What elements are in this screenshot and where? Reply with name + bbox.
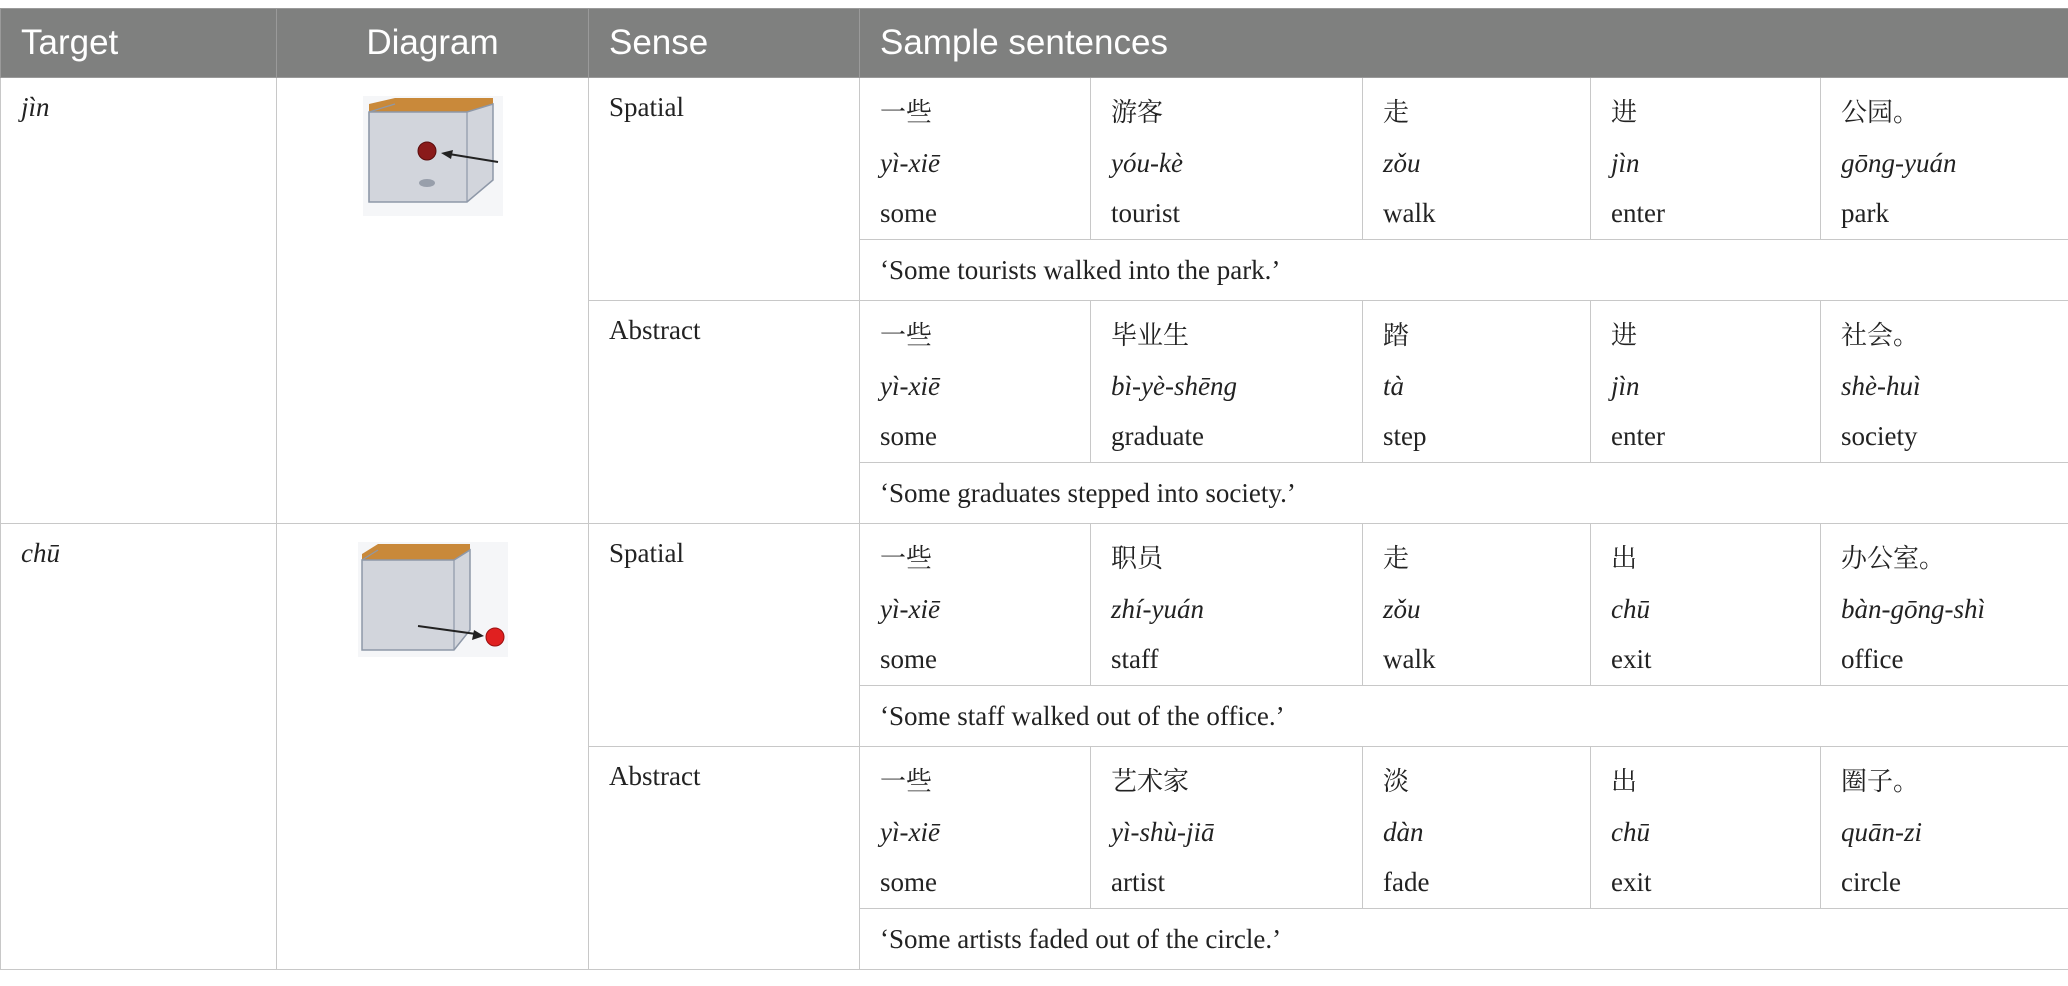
chinese-word: 圈子。 <box>1841 767 1920 797</box>
translation-cell: ‘Some artists faded out of the circle.’ <box>860 909 2068 970</box>
english-gloss: enter <box>1611 198 1665 228</box>
word-gloss-cell <box>860 301 1091 463</box>
pinyin: zǒu <box>1383 148 1421 178</box>
english-gloss: fade <box>1383 867 1430 897</box>
word-gloss-cell <box>860 747 1091 909</box>
pinyin: yì-xiē <box>880 371 940 401</box>
header-row <box>1 9 2068 78</box>
word-gloss-cell <box>1821 747 2068 909</box>
english-gloss: walk <box>1383 644 1436 674</box>
translation-cell: ‘Some staff walked out of the office.’ <box>860 686 2068 747</box>
word-gloss-cell <box>1591 524 1821 686</box>
english-gloss: society <box>1841 421 1918 451</box>
pinyin: jìn <box>1611 371 1640 401</box>
chinese-word: 出 <box>1611 767 1638 797</box>
sense-cell: Abstract <box>589 301 860 524</box>
chinese-word: 出 <box>1611 544 1638 574</box>
cube-ball-entering-icon <box>363 96 503 216</box>
header-target: Target <box>1 9 277 78</box>
word-gloss-cell <box>1091 301 1363 463</box>
word-gloss-cell <box>860 524 1091 686</box>
header-sense: Sense <box>589 9 860 78</box>
sample-sentences-table <box>0 8 2068 970</box>
chinese-word: 艺术家 <box>1111 767 1190 797</box>
word-gloss-cell <box>1821 301 2068 463</box>
word-gloss-cell <box>1821 524 2068 686</box>
target-cell: chū <box>1 524 277 970</box>
pinyin: yì-xiē <box>880 148 940 178</box>
chinese-word: 踏 <box>1383 321 1410 351</box>
english-gloss: some <box>880 198 937 228</box>
word-gloss-cell <box>860 78 1091 240</box>
chinese-word: 走 <box>1383 544 1410 574</box>
word-gloss-cell <box>1363 524 1591 686</box>
chinese-word: 一些 <box>880 321 933 351</box>
english-gloss: graduate <box>1111 421 1204 451</box>
chinese-word: 公园。 <box>1841 98 1920 128</box>
word-gloss-cell <box>1363 301 1591 463</box>
sense-cell: Abstract <box>589 747 860 970</box>
translation-cell: ‘Some tourists walked into the park.’ <box>860 240 2068 301</box>
english-gloss: park <box>1841 198 1889 228</box>
word-gloss-cell <box>1821 78 2068 240</box>
english-gloss: some <box>880 421 937 451</box>
cube-ball-exiting-icon <box>358 542 508 657</box>
translation-cell: ‘Some graduates stepped into society.’ <box>860 463 2068 524</box>
table-row <box>1 78 2068 240</box>
chinese-word: 淡 <box>1383 767 1410 797</box>
word-gloss-cell <box>1091 524 1363 686</box>
pinyin: zǒu <box>1383 594 1421 624</box>
pinyin: bì-yè-shēng <box>1111 371 1237 401</box>
pinyin: yì-xiē <box>880 594 940 624</box>
english-gloss: staff <box>1111 644 1159 674</box>
header-diagram: Diagram <box>277 9 589 78</box>
chinese-word: 职员 <box>1111 544 1164 574</box>
pinyin: yì-shù-jiā <box>1111 817 1215 847</box>
english-gloss: some <box>880 867 937 897</box>
pinyin: bàn-gōng-shì <box>1841 594 1985 624</box>
english-gloss: some <box>880 644 937 674</box>
pinyin: chū <box>1611 594 1650 624</box>
english-gloss: artist <box>1111 867 1165 897</box>
chinese-word: 办公室。 <box>1841 544 1946 574</box>
chinese-word: 游客 <box>1111 98 1164 128</box>
header-sample-sentences: Sample sentences <box>860 9 2068 78</box>
english-gloss: office <box>1841 644 1904 674</box>
pinyin: zhí-yuán <box>1111 594 1204 624</box>
chinese-word: 进 <box>1611 98 1638 128</box>
pinyin: quān-zi <box>1841 817 1922 847</box>
english-gloss: walk <box>1383 198 1436 228</box>
chinese-word: 毕业生 <box>1111 321 1190 351</box>
pinyin: tà <box>1383 371 1405 401</box>
word-gloss-cell <box>1363 78 1591 240</box>
pinyin: yì-xiē <box>880 817 940 847</box>
pinyin: gōng-yuán <box>1841 148 1957 178</box>
pinyin: yóu-kè <box>1111 148 1183 178</box>
pinyin: dàn <box>1383 817 1424 847</box>
word-gloss-cell <box>1091 78 1363 240</box>
word-gloss-cell <box>1363 747 1591 909</box>
diagram-cell <box>277 524 589 970</box>
word-gloss-cell <box>1591 301 1821 463</box>
pinyin: shè-huì <box>1841 371 1921 401</box>
word-gloss-cell <box>1591 747 1821 909</box>
pinyin: jìn <box>1611 148 1640 178</box>
diagram-cell <box>277 78 589 524</box>
english-gloss: tourist <box>1111 198 1181 228</box>
table-row <box>1 524 2068 686</box>
chinese-word: 一些 <box>880 767 933 797</box>
english-gloss: enter <box>1611 421 1665 451</box>
target-cell: jìn <box>1 78 277 524</box>
chinese-word: 一些 <box>880 544 933 574</box>
english-gloss: step <box>1383 421 1427 451</box>
english-gloss: exit <box>1611 867 1652 897</box>
chinese-word: 进 <box>1611 321 1638 351</box>
pinyin: chū <box>1611 817 1650 847</box>
chinese-word: 走 <box>1383 98 1410 128</box>
chinese-word: 一些 <box>880 98 933 128</box>
english-gloss: exit <box>1611 644 1652 674</box>
chinese-word: 社会。 <box>1841 321 1920 351</box>
sense-cell: Spatial <box>589 78 860 301</box>
word-gloss-cell <box>1591 78 1821 240</box>
word-gloss-cell <box>1091 747 1363 909</box>
english-gloss: circle <box>1841 867 1901 897</box>
sense-cell: Spatial <box>589 524 860 747</box>
